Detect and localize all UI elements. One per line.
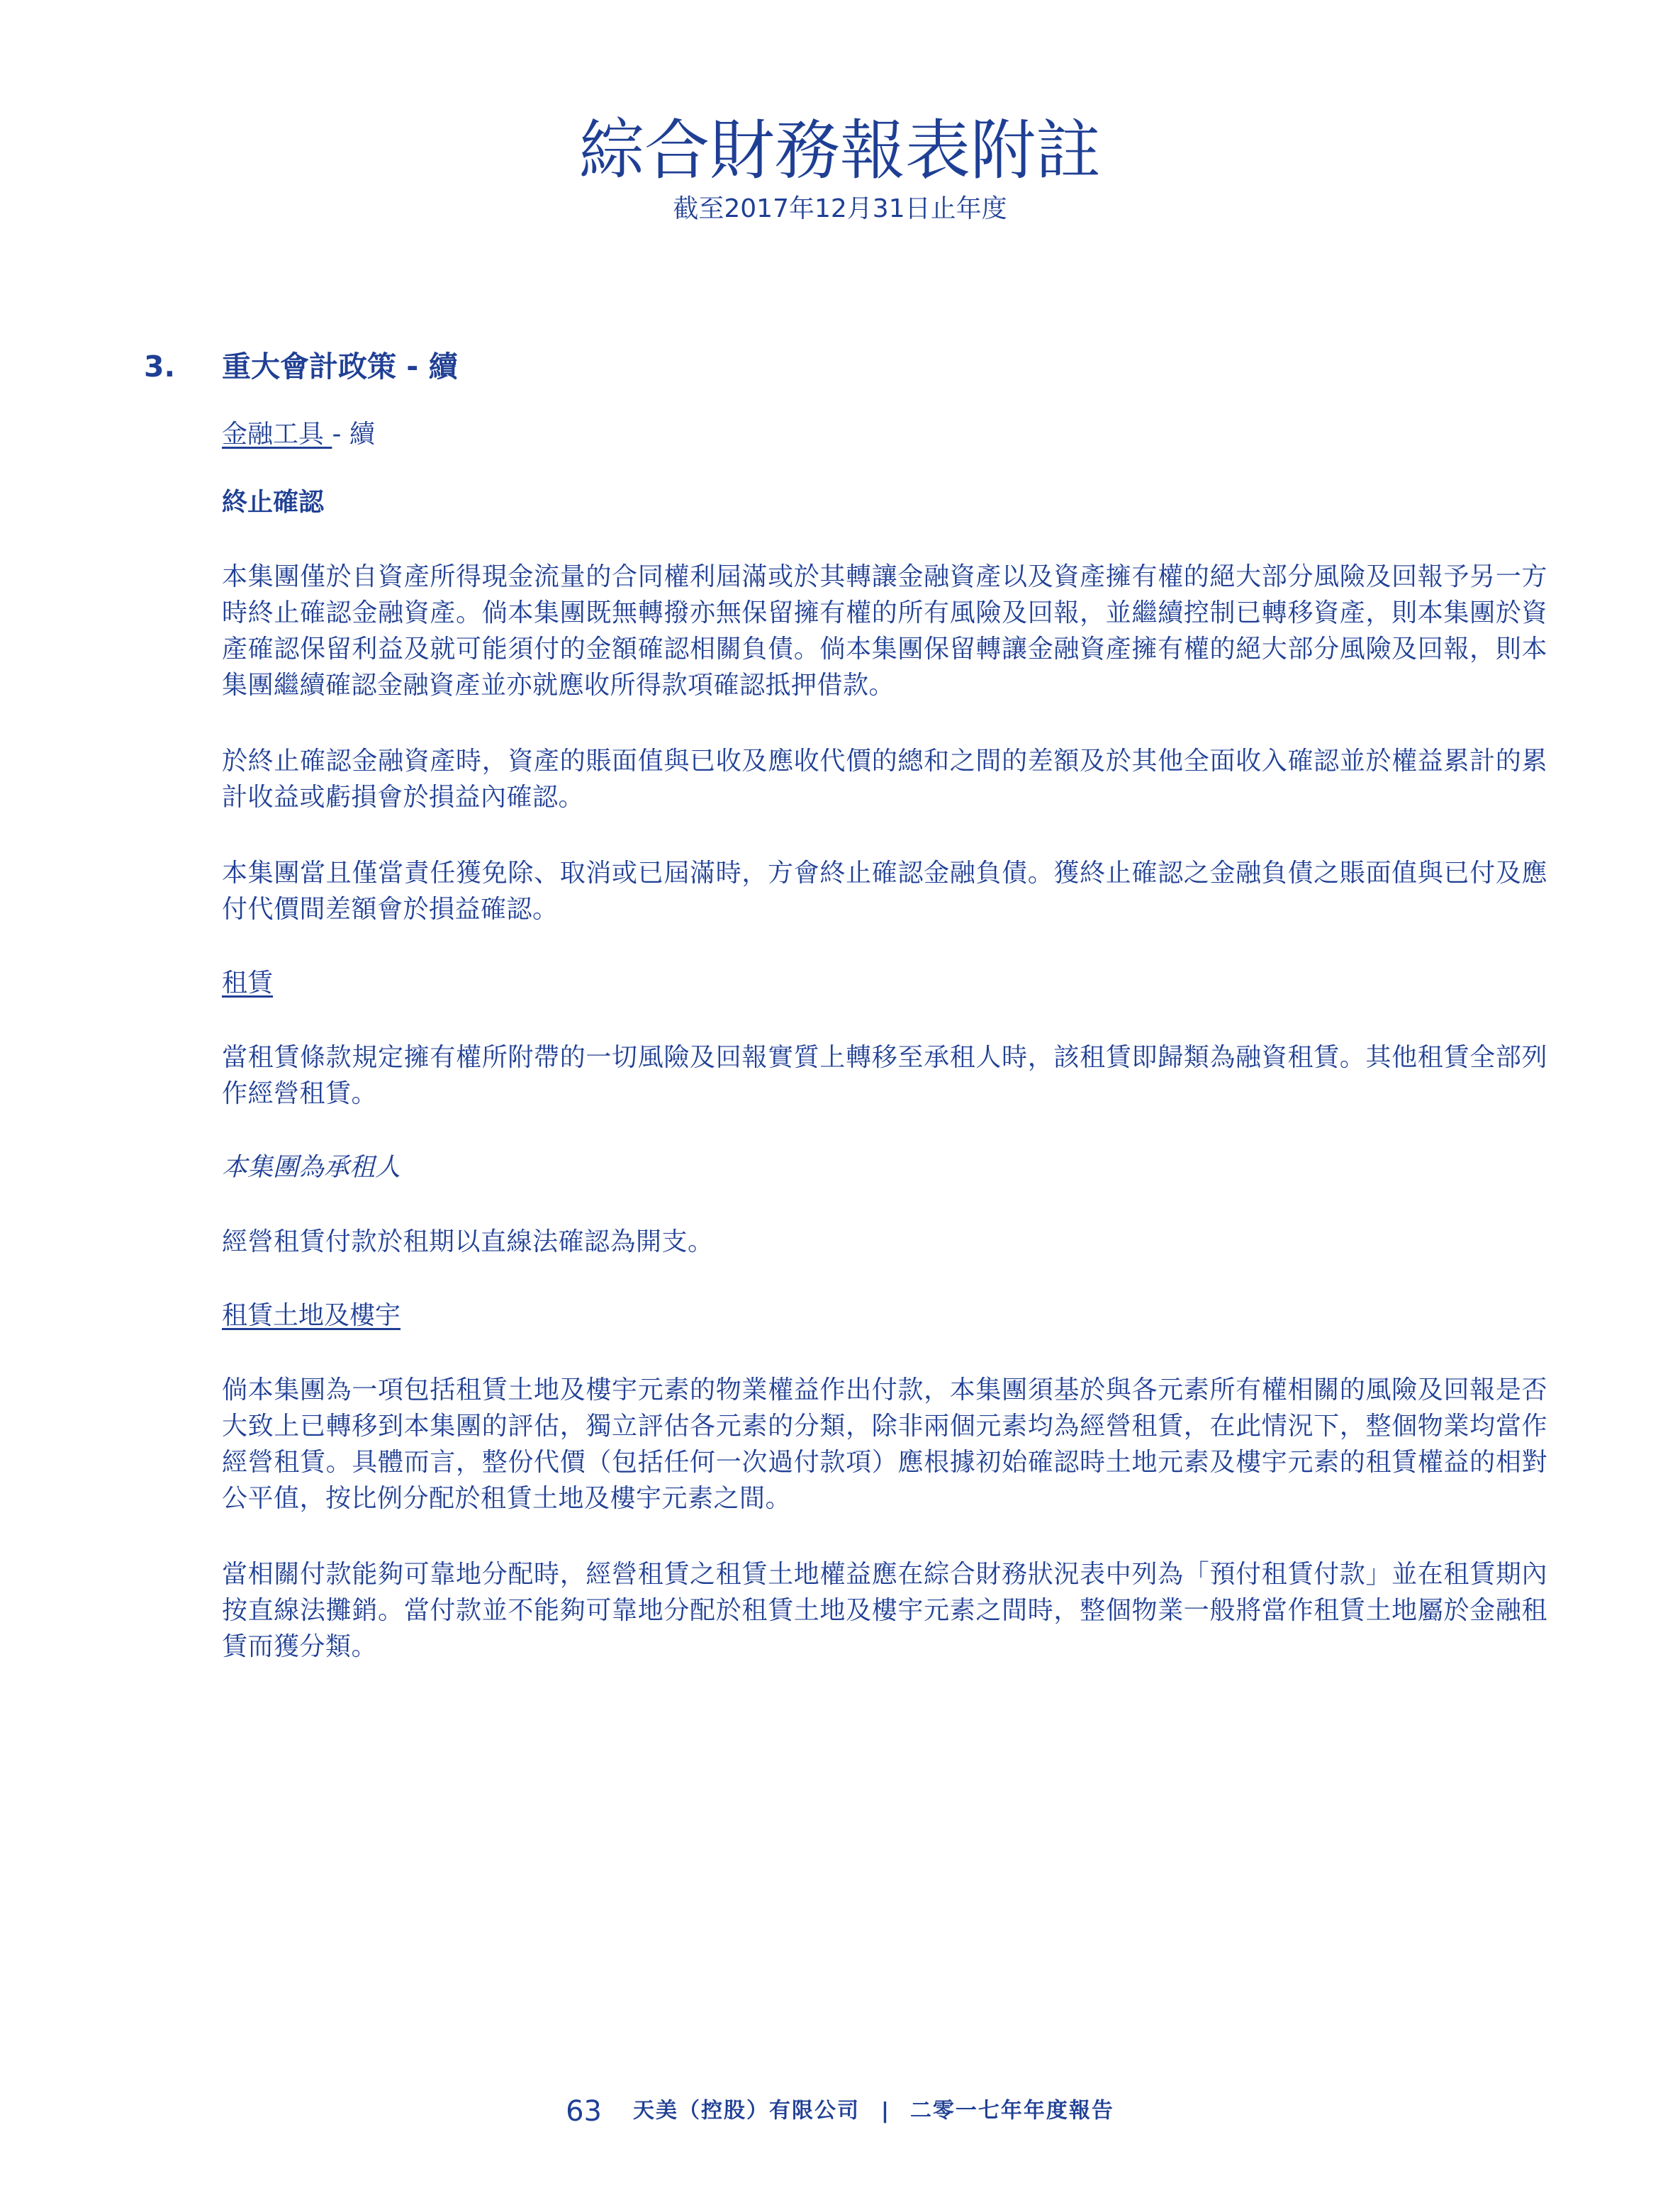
lessee-heading: 本集團為承租人: [222, 1153, 401, 1182]
financial-instruments-heading: [222, 418, 1547, 451]
footer-report: 二零一七年年度報告: [909, 2098, 1114, 2123]
leasehold-paragraph-1: 倘本集團為一項包括租賃土地及樓宇元素的物業權益作出付款，本集團須基於與各元素所有權相關的風險及回報是否大致上已轉移到本集團的評估，獨立評估各元素的分類，除非兩個元素均為經營租賃，在此情況下，整個物業均當作經營租賃。具體而言，整份代價（包括任何一次過付款項）應根據初始確認時土地元素及樓宇元素的租賃權益的相對公平值，按比例分配於租賃土地及樓宇元素之間。: [222, 1375, 1547, 1513]
financial-instruments-suffix: - 續: [332, 420, 375, 449]
derecognition-heading: 終止確認: [222, 488, 325, 517]
section-number: 3.: [144, 350, 176, 384]
notes-content: [222, 418, 1547, 1665]
leasehold-heading: 租賃土地及樓宇: [222, 1301, 401, 1330]
financial-instruments-title: 金融工具: [222, 420, 332, 449]
derecognition-paragraph-1: 本集團僅於自資產所得現金流量的合同權利屆滿或於其轉讓金融資產以及資產擁有權的絕大部分風險及回報予另一方時終止確認金融資產。倘本集團既無轉撥亦無保留擁有權的所有風險及回報，並繼續控制已轉移資產，則本集團於資產確認保留利益及就可能須付的金額確認相關負債。倘本集團保留轉讓金融資產擁有權的絕大部分風險及回報，則本集團繼續確認金融資產並亦就應收所得款項確認抵押借款。: [222, 562, 1547, 700]
page-title: 綜合財務報表附註: [578, 113, 1101, 189]
footer-company: 天美（控股）有限公司: [632, 2098, 860, 2123]
page-subtitle: 截至2017年12月31日止年度: [673, 194, 1007, 223]
leasing-heading: 租賃: [222, 969, 274, 998]
lessee-paragraph: 經營租賃付款於租期以直線法確認為開支。: [222, 1227, 714, 1256]
derecognition-paragraph-2: 於終止確認金融資產時，資產的賬面值與已收及應收代價的總和之間的差額及於其他全面收入確認並於權益累計的累計收益或虧損會於損益內確認。: [222, 747, 1547, 812]
leasehold-paragraph-2: 當相關付款能夠可靠地分配時，經營租賃之租賃土地權益應在綜合財務狀況表中列為「預付租賃付款」並在租賃期內按直線法攤銷。當付款並不能夠可靠地分配於租賃土地及樓宇元素之間時，整個物業一般將當作租賃土地屬於金融租賃而獲分類。: [222, 1560, 1547, 1661]
footer-separator: |: [880, 2098, 889, 2123]
page-footer: [0, 2095, 1680, 2127]
derecognition-paragraph-3: 本集團當且僅當責任獲免除、取消或已屆滿時，方會終止確認金融負債。獲終止確認之金融負債之賬面值與已付及應付代價間差額會於損益確認。: [222, 859, 1547, 924]
leasing-paragraph: 當租賃條款規定擁有權所附帶的一切風險及回報實質上轉移至承租人時，該租賃即歸類為融資租賃。其他租賃全部列作經營租賃。: [222, 1043, 1547, 1108]
section-heading: [144, 349, 458, 384]
page-number: 63: [566, 2094, 602, 2128]
section-title: 重大會計政策 - 續: [222, 350, 458, 384]
